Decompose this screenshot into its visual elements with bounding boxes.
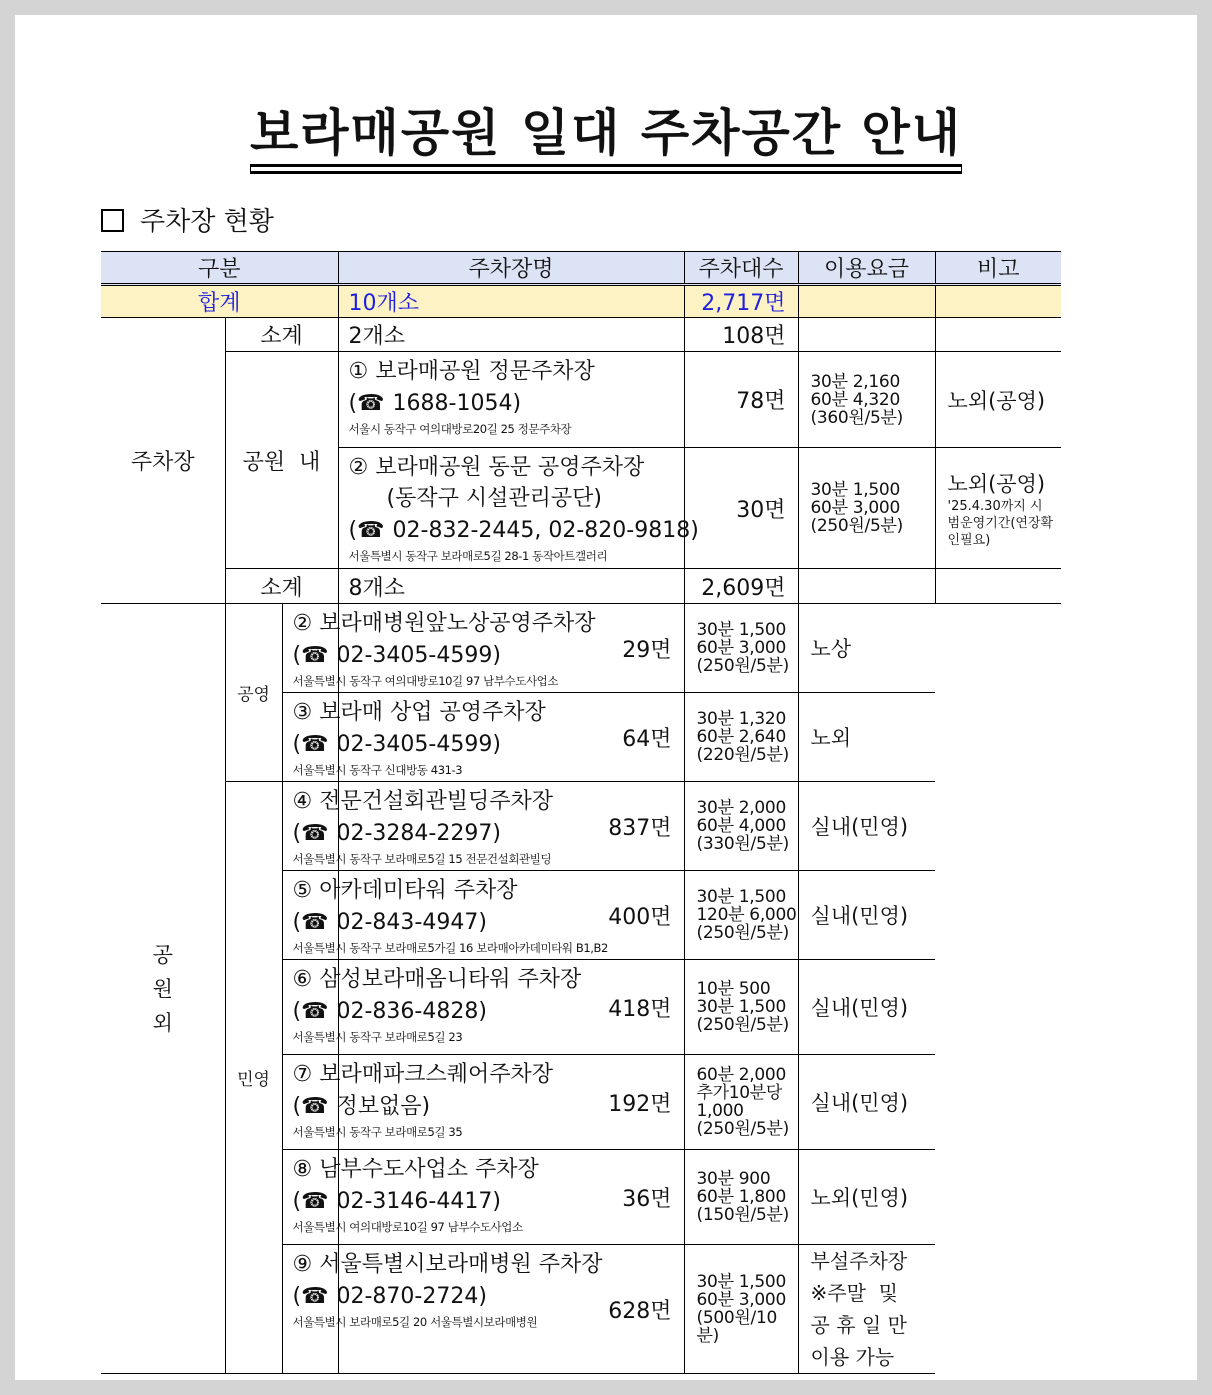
total-label: 합계 <box>101 285 338 318</box>
empty-cell <box>935 569 1061 604</box>
lot-fee <box>684 1150 798 1245</box>
phone-icon: ☎ <box>301 910 329 935</box>
fee-line: (250원/5분) <box>696 923 789 943</box>
group-inside-park: 공원 내 <box>225 352 338 569</box>
lot-name: ⑥ 삼성보라매옴니타워 주차장 <box>292 967 582 992</box>
lot-name-cell <box>338 448 691 569</box>
lot-address: 서울시 동작구 여의대방로20길 25 정문주차장 <box>348 422 572 436</box>
table-row <box>101 352 1061 448</box>
lot-note: 실내(민영) <box>798 1055 935 1150</box>
lot-name-cell <box>282 1150 539 1245</box>
phone-icon: ☎ <box>301 821 329 846</box>
lot-fee <box>684 1245 798 1374</box>
lot-address: 서울특별시 동작구 신대방동 431-3 <box>292 763 463 777</box>
category-parking: 주차장 <box>101 318 225 604</box>
lot-name: ② 보라매공원 동문 공영주차장 <box>348 455 645 480</box>
lot-spaces: 29면 <box>338 604 684 693</box>
lot-spaces: 837면 <box>338 782 684 871</box>
phone-icon: ☎ <box>357 391 385 416</box>
lot-fee <box>684 1055 798 1150</box>
lot-note <box>935 448 1061 569</box>
lot-note: 실내(민영) <box>798 782 935 871</box>
table-header <box>101 252 1061 285</box>
lot-fee <box>798 352 935 448</box>
phone-number: 정보없음 <box>336 1094 422 1119</box>
phone-number: 02-3405-4599 <box>336 643 493 668</box>
fee-line: (250원/5분) <box>810 516 903 536</box>
fee-line: 60분 4,000 <box>696 816 786 836</box>
lot-address: 서울특별시 동작구 여의대방로10길 97 남부수도사업소 <box>292 674 559 688</box>
lot-address: 서울특별시 동작구 보라매로5길 28-1 동작아트갤러리 <box>348 549 608 563</box>
lot-phone <box>293 906 479 939</box>
section-text: 주차장 현황 <box>140 207 274 237</box>
note-line: ※주말 및 <box>810 1281 898 1305</box>
lot-name: ① 보라매공원 정문주차장 <box>348 359 595 384</box>
group-outside-park <box>101 604 225 1374</box>
phone-icon: ☎ <box>301 732 329 757</box>
group-outside-label: 공원외 <box>152 942 173 1035</box>
parking-table <box>101 251 1061 1374</box>
lot-phone <box>293 728 493 761</box>
lot-name: ⑤ 아카데미타워 주차장 <box>292 878 518 903</box>
lot-address: 서울특별시 동작구 보라매로5길 35 <box>292 1125 463 1139</box>
lot-name: ③ 보라매 상업 공영주차장 <box>292 700 546 725</box>
table-row <box>101 782 1061 871</box>
lot-spaces: 628면 <box>338 1245 684 1374</box>
lot-operator: (동작구 시설관리공단) <box>386 486 602 511</box>
lot-name: ⑨ 서울특별시보라매병원 주차장 <box>292 1252 603 1277</box>
lot-fee <box>684 604 798 693</box>
subtotal-row-inside <box>101 318 1061 352</box>
empty-cell <box>798 318 935 352</box>
fee-line: (360원/5분) <box>810 407 903 428</box>
phone-number: 02-3146-4417 <box>336 1189 493 1214</box>
lot-name-cell <box>282 871 608 960</box>
lot-spaces: 30면 <box>684 448 798 569</box>
fee-line: 60분 4,320 <box>810 389 900 410</box>
fee-line: 30분 1,500 <box>810 480 900 500</box>
fee-line: 30분 1,500 <box>696 620 786 640</box>
lot-fee <box>798 448 935 569</box>
phone-icon: ☎ <box>301 1284 329 1309</box>
fee-line: (330원/5분) <box>696 834 789 854</box>
lot-name: ② 보라매병원앞노상공영주차장 <box>292 611 596 636</box>
lot-phone <box>293 1185 493 1218</box>
fee-line: 60분 2,000 <box>696 1065 786 1085</box>
phone-number: 1688-1054 <box>392 391 513 416</box>
fee-line: 60분 2,640 <box>696 727 786 747</box>
fee-line: 30분 2,000 <box>696 798 786 818</box>
empty-cell <box>798 569 935 604</box>
total-note <box>935 285 1061 318</box>
lot-address: 서울특별시 동작구 보라매로5가길 16 보라매아카데미타워 B1,B2 <box>292 941 608 955</box>
phone-icon: ☎ <box>301 1094 329 1119</box>
lot-name: ⑦ 보라매파크스퀘어주차장 <box>292 1062 553 1087</box>
lot-spaces: 36면 <box>338 1150 684 1245</box>
header-fee: 이용요금 <box>798 252 935 285</box>
phone-number: 02-870-2724 <box>336 1284 479 1309</box>
lot-name-cell <box>282 782 553 871</box>
lot-spaces: 192면 <box>338 1055 684 1150</box>
fee-line: 60분 1,800 <box>696 1187 786 1207</box>
fee-line: 30분 900 <box>696 1169 771 1189</box>
fee-line: 30분 1,500 <box>696 997 786 1017</box>
phone-number: 02-3284-2297 <box>336 821 493 846</box>
phone-number: 02-843-4947 <box>336 910 479 935</box>
lot-spaces: 64면 <box>338 693 684 782</box>
lot-name-cell <box>338 352 684 448</box>
subgroup-public: 공영 <box>225 604 282 782</box>
lot-fee <box>684 871 798 960</box>
total-spaces: 2,717면 <box>684 285 798 318</box>
lot-phone <box>293 639 493 672</box>
fee-line: 60분 3,000 <box>810 498 900 518</box>
total-fee <box>798 285 935 318</box>
note-line: 공 휴 일 만 <box>810 1313 907 1337</box>
empty-cell <box>935 318 1061 352</box>
phone-icon: ☎ <box>357 518 385 543</box>
header-category: 구분 <box>101 252 338 285</box>
fee-line: 추가10분당 1,000 <box>696 1083 783 1121</box>
fee-line: 120분 6,000 <box>696 905 797 925</box>
note-main: 노외(공영) <box>947 471 1046 496</box>
subtotal-spaces: 108면 <box>684 318 798 352</box>
page-title <box>15 93 1197 165</box>
fee-line: (250원/5분) <box>696 1119 789 1139</box>
lot-fee <box>684 693 798 782</box>
section-heading <box>101 201 274 238</box>
lot-note: 실내(민영) <box>798 960 935 1055</box>
subtotal-row-outside <box>101 569 1061 604</box>
lot-note: 실내(민영) <box>798 871 935 960</box>
total-count: 10개소 <box>338 285 684 318</box>
lot-name: ⑧ 남부수도사업소 주차장 <box>292 1157 539 1182</box>
fee-line: 60분 3,000 <box>696 1290 786 1310</box>
lot-address: 서울특별시 여의대방로10길 97 남부수도사업소 <box>292 1220 523 1234</box>
total-row <box>101 285 1061 318</box>
table-row <box>101 604 1061 693</box>
lot-note: 노외 <box>798 693 935 782</box>
lot-spaces: 400면 <box>338 871 684 960</box>
lot-name-cell <box>282 693 546 782</box>
square-bullet-icon <box>101 209 124 232</box>
subtotal-count: 8개소 <box>338 569 684 604</box>
subgroup-private: 민영 <box>225 782 282 1374</box>
lot-address: 서울특별시 동작구 보라매로5길 15 전문건설회관빌딩 <box>292 852 552 866</box>
note-line: 이용 가능 <box>810 1345 895 1369</box>
lot-phone <box>293 995 479 1028</box>
fee-line: 30분 1,320 <box>696 709 786 729</box>
phone-number: 02-832-2445, 02-820-9818 <box>392 518 691 543</box>
phone-icon: ☎ <box>301 999 329 1024</box>
fee-line: 30분 2,160 <box>810 371 900 392</box>
lot-phone <box>293 1280 479 1313</box>
fee-line: (500원/10분) <box>696 1308 777 1346</box>
fee-line: (250원/5분) <box>696 1015 789 1035</box>
subtotal-label: 소계 <box>225 569 338 604</box>
lot-phone <box>349 387 678 420</box>
fee-line: 10분 500 <box>696 979 771 999</box>
lot-note: 노외(민영) <box>798 1150 935 1245</box>
subtotal-spaces: 2,609면 <box>684 569 798 604</box>
note-sub: '25.4.30까지 시범운영기간(연장확인필요) <box>947 498 1054 548</box>
lot-fee <box>684 960 798 1055</box>
title-text: 보라매공원 일대 주차공간 안내 <box>250 104 962 167</box>
lot-name-cell <box>282 604 596 693</box>
fee-line: 60분 3,000 <box>696 638 786 658</box>
lot-spaces: 418면 <box>338 960 684 1055</box>
header-name: 주차장명 <box>338 252 684 285</box>
subtotal-label: 소계 <box>225 318 338 352</box>
lot-address: 서울특별시 보라매로5길 20 서울특별시보라매병원 <box>292 1315 538 1329</box>
lot-phone <box>293 1090 422 1123</box>
lot-fee <box>684 782 798 871</box>
fee-line: (150원/5분) <box>696 1205 789 1225</box>
phone-icon: ☎ <box>301 1189 329 1214</box>
subtotal-count: 2개소 <box>338 318 684 352</box>
lot-phone <box>349 514 691 547</box>
lot-address: 서울특별시 동작구 보라매로5길 23 <box>292 1030 463 1044</box>
lot-phone <box>293 817 493 850</box>
note-line: 부설주차장 <box>810 1249 908 1273</box>
phone-number: 02-3405-4599 <box>336 732 493 757</box>
document-page <box>15 15 1197 1380</box>
lot-name-cell <box>282 960 582 1055</box>
header-spaces: 주차대수 <box>684 252 798 285</box>
phone-icon: ☎ <box>301 643 329 668</box>
lot-name-cell <box>282 1245 603 1374</box>
fee-line: 30분 1,500 <box>696 887 786 907</box>
lot-note: 노외(공영) <box>935 352 1061 448</box>
header-note: 비고 <box>935 252 1061 285</box>
lot-spaces: 78면 <box>684 352 798 448</box>
lot-name: ④ 전문건설회관빌딩주차장 <box>292 789 553 814</box>
lot-note: 노상 <box>798 604 935 693</box>
lot-name-cell <box>282 1055 553 1150</box>
phone-number: 02-836-4828 <box>336 999 479 1024</box>
fee-line: (250원/5분) <box>696 656 789 676</box>
fee-line: (220원/5분) <box>696 745 789 765</box>
lot-note <box>798 1245 935 1374</box>
fee-line: 30분 1,500 <box>696 1272 786 1292</box>
